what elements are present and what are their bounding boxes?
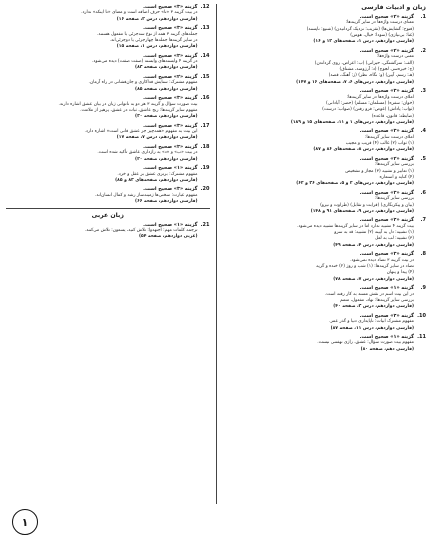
explanation-line: جمله‌های گزینه ۳ همه از نوع سه‌جزئی با مفعول هستند.	[97, 31, 198, 37]
explanation-line: (غنا: بی‌نیازی) (سودا: خیال، هوس)	[350, 33, 414, 39]
explanation-line: املای درست واژه‌ها در سایر گزینه‌ها:	[346, 94, 414, 100]
explanation-line: تضاد در سایر گزینه‌ها: (۱) شب و روز (۲) خنده و گریه	[316, 264, 414, 270]
explanation-line: (۱) تعابیر و تشبیه (۳) مجاز و تشخیص	[345, 168, 414, 174]
question-item	[222, 156, 426, 188]
explanation-line: بیت گزینه ۴ تشبیه ندارد اما در سایر گزینه‌ها تشبیه دیده می‌شود.	[297, 223, 414, 229]
explanation-line: (۴) پیدا و پنهان	[386, 270, 414, 276]
question-item	[6, 165, 210, 184]
left-questions-list	[6, 4, 210, 205]
explanation-line: معنی درست واژه‌ها:	[376, 54, 414, 60]
left-column	[6, 4, 210, 504]
question-body	[6, 74, 198, 93]
question-body	[222, 251, 414, 283]
answer-title: گزینه «۳» صحیح است.	[143, 95, 198, 102]
explanation-line: مفهوم بیت صورت سؤال: عشق، رازی نهفتنی نیست.	[317, 340, 414, 346]
answer-title: گزینه «۳» صحیح است.	[143, 4, 198, 10]
question-body	[222, 313, 414, 332]
textbook-reference: (فارسی دوازدهم، درس ۷، صفحه ۱۷)	[116, 135, 198, 141]
question-number: 13.	[200, 25, 210, 32]
page-number: ۱	[12, 509, 38, 535]
explanation-line: مفهوم سایر گزینه‌ها: رنج عاشق، ثبات در عشق، پرهیز از ملامت.	[80, 107, 198, 113]
page-footer	[6, 509, 426, 535]
answer-title: گزینه «۲» صحیح است.	[359, 14, 414, 20]
answer-title: گزینه «۲» صحیح است.	[359, 155, 414, 162]
question-item	[6, 74, 210, 93]
answer-title: گزینه «۴» صحیح است.	[359, 312, 414, 319]
question-body	[6, 53, 198, 72]
textbook-reference: (فارسی دوازدهم، درس ۸، صفحه‌های ۸۶ و ۸۷)	[313, 147, 414, 153]
arabic-questions-list	[6, 222, 210, 241]
question-item	[222, 48, 426, 86]
section-title-persian: زبان و ادبیات فارسی	[361, 4, 426, 11]
question-body	[222, 128, 414, 153]
question-number: 18.	[200, 144, 210, 150]
question-body	[6, 186, 198, 205]
textbook-reference: (فارسی دوازدهم، درس ۳، صفحه ۴۰)	[333, 304, 414, 310]
section-title-arabic: زبان عربی	[91, 211, 124, 219]
explanation-line: (ج: خیره‌سر، لجوج) (د: آرزومند، مشتاق)	[339, 66, 414, 72]
explanation-line: (۱) تشبیه: دل به آیینه (۲) تشبیه: قد به سرو	[334, 230, 414, 236]
question-body	[222, 285, 414, 310]
textbook-reference: (فارسی دوازدهم، درس ۱، صفحه‌های ۱۲ و ۱۶)	[313, 39, 414, 45]
explanation-line: املای درست سایر گزینه‌ها:	[364, 134, 414, 140]
textbook-reference: (فارسی دوازدهم، صفحه ۲۰)	[135, 156, 198, 162]
question-body	[222, 156, 414, 188]
question-item	[222, 334, 426, 353]
explanation-line: در بیت گزینه ۳ تضاد دیده نمی‌شود.	[350, 257, 414, 263]
explanation-line: (۴) کنایه و استعاره	[379, 175, 414, 180]
question-item	[222, 313, 426, 332]
answer-title: گزینه «۱» صحیح است.	[359, 285, 414, 292]
explanation-line: (۱) ثواب (۲) غالب (۴) قریب و مجیب	[345, 141, 414, 147]
question-body	[6, 123, 198, 142]
question-item	[222, 217, 426, 249]
textbook-reference: (فارسی دوازدهم، صفحه‌های ۸۳ و ۸۵)	[115, 177, 198, 183]
explanation-line: بررسی سایر گزینه‌ها: نهاد، مفعول، متمم	[340, 297, 414, 303]
question-body	[222, 48, 414, 86]
textbook-reference: (فارسی دوازدهم، درس‌های ۱ و ۱۱، صفحه‌های ۱۵ و ۱۸۹)	[290, 119, 414, 125]
explanation-line: در بیت گزینه ۳ «تا» حرف اضافه است و معنای «تا اینکه» ندارد.	[81, 10, 198, 16]
question-number: 16.	[200, 95, 210, 102]
explanation-line: مفهوم عبارت: سختی‌ها زمینه‌ساز رشد و کمال انسان‌اند.	[94, 192, 198, 198]
answer-title: گزینه «۳» صحیح است.	[143, 186, 198, 193]
question-number: 5.	[420, 155, 426, 162]
answer-title: گزینه «۲» صحیح است.	[143, 74, 198, 80]
textbook-reference: (فارسی دوازدهم، درس ۹، صفحه‌های ۹۱ و ۱۴۸)	[310, 208, 414, 214]
explanation-line: (هـ: رسم، آیین) (و: نگاه، نظر) (ز: آهنگ، قصد)	[328, 73, 414, 79]
answer-title: گزینه «۲» صحیح است.	[359, 47, 414, 54]
question-item	[6, 4, 210, 23]
textbook-reference: (فارسی دهم، صفحه ۸۰)	[360, 346, 414, 352]
textbook-reference: (فارسی دوازدهم، صفحه ۳۰)	[135, 114, 198, 120]
question-item	[6, 222, 210, 241]
textbook-reference: (فارسی دوازدهم، صفحه ۸۳)	[135, 65, 198, 71]
explanation-line: بیت صورت سؤال و گزینه ۳ هر دو به ناتوانی زبان در بیان عشق اشاره دارند.	[58, 101, 198, 107]
question-body	[222, 14, 414, 46]
question-number: 3.	[420, 88, 426, 95]
explanation-line: مفهوم مشترک: ستایش فداکاری و جان‌فشانی در راه آرمان.	[88, 80, 198, 86]
question-item	[222, 88, 426, 126]
question-item	[6, 53, 210, 72]
answer-title: گزینه «۱» صحیح است.	[143, 221, 198, 228]
explanation-line: (بیان و پیکرنگاری) (قرابت و تقابل) (طراوت و نیرو)	[320, 202, 414, 208]
answer-title: گزینه «۱» صحیح است.	[359, 334, 414, 341]
question-body	[6, 95, 198, 120]
question-item	[6, 144, 210, 163]
question-item	[6, 25, 210, 50]
textbook-reference: (فارسی دوازدهم، درس‌های ۲ و ۵، صفحه‌های ۳۶ و ۶۲)	[296, 181, 414, 187]
explanation-line: بررسی سایر گزینه‌ها:	[374, 196, 414, 202]
explanation-line: (الف: سرگشتگی، حیرانی) (ب: اعراض، روی گرداندن)	[314, 60, 414, 66]
textbook-reference: (فارسی دوازدهم، درس ۴، صفحه ۴۹)	[333, 242, 414, 248]
answer-title: گزینه «۴» صحیح است.	[359, 217, 414, 224]
question-number: 14.	[200, 52, 210, 59]
question-number: 20.	[200, 186, 210, 193]
question-number: 4.	[420, 128, 426, 135]
question-body	[222, 88, 414, 126]
textbook-reference: (فارسی دوازدهم، درس ۷، صفحه ۷۸)	[333, 276, 414, 282]
question-number: 8.	[420, 251, 426, 258]
answer-title: گزینه «۳» صحیح است.	[143, 25, 198, 32]
answer-title: گزینه «۴» صحیح است.	[143, 144, 198, 150]
explanation-line: این بیت به مفهوم «همه‌چیز جز عشق فانی است» اشاره دارد.	[84, 129, 198, 135]
explanation-line: در گزینه ۴ وابسته‌های وابسته (صفت صفت) دیده می‌شود.	[92, 59, 198, 65]
question-number: 9.	[420, 285, 426, 292]
answer-title: گزینه «۳» صحیح است.	[359, 128, 414, 135]
explanation-line: مفهوم مشترک ابیات: ناپایداری دنیا و گذر عمر.	[329, 319, 414, 325]
answer-title: گزینه «۳» صحیح است.	[143, 122, 198, 129]
question-number: 17.	[200, 122, 210, 129]
question-body	[6, 165, 198, 184]
answer-title: گزینه «۳» صحیح است.	[359, 251, 414, 258]
answer-title: گزینه «۴» صحیح است.	[143, 52, 198, 59]
column-divider	[216, 4, 217, 504]
explanation-line: معنای درست واژه‌ها در سایر گزینه‌ها:	[345, 20, 414, 26]
question-item	[6, 95, 210, 120]
explanation-line: (۳) تشبیه: لب به لعل	[374, 236, 414, 242]
question-body	[222, 190, 414, 215]
question-item	[222, 251, 426, 283]
question-item	[222, 190, 426, 215]
question-number: 11.	[417, 334, 426, 341]
explanation-line: بررسی سایر گزینه‌ها:	[374, 162, 414, 168]
textbook-reference: (فارسی دوازدهم، درس ۱۱، صفحه ۸۷)	[330, 325, 414, 331]
answer-title: گزینه «۱» صحیح است.	[143, 165, 198, 172]
explanation-line: (ثواب: پاداش) (غوص: فرو رفتن) (صواب: درست)	[322, 107, 414, 113]
question-number: 2.	[420, 47, 426, 54]
question-item	[222, 14, 426, 46]
question-body	[6, 222, 198, 241]
question-number: 10.	[417, 312, 426, 319]
question-body	[6, 4, 198, 23]
question-body	[6, 144, 198, 163]
question-number: 6.	[420, 189, 426, 196]
textbook-reference: (فارسی دوازدهم، صفحه ۸۵)	[135, 86, 198, 92]
question-number: 19.	[200, 165, 210, 172]
question-item	[6, 186, 210, 205]
explanation-line: (خوان: سفره) (مسلمان: مسلم) (حضر: آبادانی)	[326, 100, 414, 106]
right-questions-list	[222, 14, 426, 353]
question-body	[6, 25, 198, 50]
question-item	[222, 128, 426, 153]
explanation-line: ترجمه کلمات مهم: اجتهدوا: تلاش کنید، یسعون: تلاش می‌کنند.	[84, 228, 198, 233]
textbook-reference: (فارسی دوازدهم، درس‌های ۶، ۷، صفحه‌های ۱۶ و ۱۴۷)	[296, 79, 414, 85]
right-column	[222, 4, 426, 504]
explanation-line: در این بیت اسم در نقش مسند به کار رفته است.	[324, 291, 414, 297]
section-rule	[6, 208, 210, 209]
question-number: 15.	[200, 74, 210, 80]
explanation-line: در بیت «ب» و «د» به رازداری عاشق تأکید شده است.	[97, 150, 198, 156]
textbook-reference: (فارسی دوازدهم، درس ۲، صفحه ۱۶)	[116, 16, 198, 22]
question-number: 7.	[420, 217, 426, 224]
question-body	[222, 217, 414, 249]
answer-title: گزینه «۳» صحیح است.	[359, 88, 414, 95]
explanation-line: مفهوم مشترک: برتری عشق بر عقل و خرد.	[117, 171, 198, 177]
question-number: 1.	[420, 14, 426, 20]
textbook-reference: (فارسی دوازدهم، صفحه ۶۶)	[135, 199, 198, 205]
answer-title: گزینه «۳» صحیح است.	[359, 189, 414, 196]
question-body	[222, 334, 414, 353]
question-item	[222, 285, 426, 310]
explanation-line: (ضابطه: قانون، قاعده)	[371, 113, 414, 119]
two-column-layout	[6, 4, 426, 504]
explanation-line: (فتوح: گشایش‌ها) (تقریب: نزدیک گردانیدن) (شنیع: ناپسند)	[306, 26, 414, 32]
question-item	[6, 123, 210, 142]
question-number: 21.	[200, 221, 210, 228]
explanation-line: در سایر گزینه‌ها جمله‌ها چهارجزئی یا دوجزئی‌اند.	[109, 37, 198, 43]
question-number: 12.	[200, 4, 210, 10]
textbook-reference: (فارسی دوازدهم، درس ۱، صفحه ۱۵)	[116, 44, 198, 50]
textbook-reference: (عربی دوازدهم، صفحه ۵۴)	[139, 234, 198, 240]
